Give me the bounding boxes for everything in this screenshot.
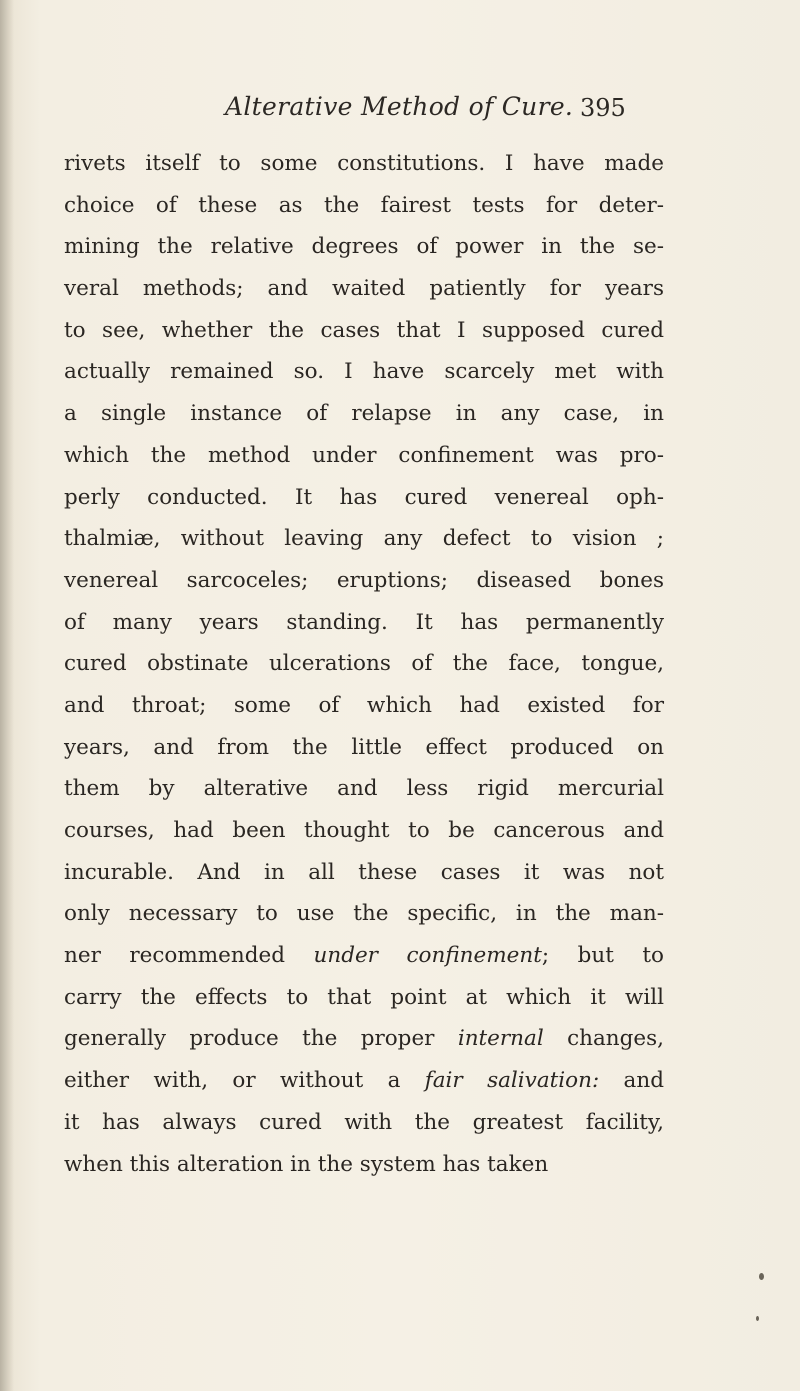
- text-segment: when this alteration in the system has taken: [64, 1151, 549, 1177]
- text-segment: mining the relative degrees of power in the se-: [64, 234, 664, 260]
- text-segment: a single instance of relapse in any case, in: [64, 401, 664, 427]
- text-line: [64, 685, 664, 727]
- text-line: [64, 727, 664, 769]
- text-segment: changes,: [543, 1026, 664, 1052]
- text-segment: thalmiæ, without leaving any defect to vision ;: [64, 526, 664, 552]
- text-line: [64, 810, 664, 852]
- text-line: [64, 310, 664, 352]
- text-segment: choice of these as the fairest tests for deter-: [64, 192, 664, 218]
- text-segment: ner recommended: [64, 943, 314, 969]
- text-line: [64, 602, 664, 644]
- text-segment: carry the effects to that point at which it will: [64, 984, 664, 1010]
- italic-phrase: fair salivation:: [424, 1068, 600, 1094]
- ink-speck: [756, 1316, 759, 1321]
- text-line: [64, 185, 664, 227]
- text-line: [64, 643, 664, 685]
- text-line: [64, 143, 664, 185]
- text-line: [64, 226, 664, 268]
- text-segment: years, and from the little effect produced on: [64, 734, 664, 760]
- text-line: [64, 852, 664, 894]
- text-line: [64, 935, 664, 977]
- text-segment: perly conducted. It has cured venereal oph-: [64, 484, 664, 510]
- text-segment: courses, had been thought to be cancerous and: [64, 818, 664, 843]
- text-segment: rivets itself to some constitutions. I have made: [64, 151, 664, 176]
- text-line: [64, 977, 664, 1019]
- text-line: [64, 1102, 664, 1144]
- text-segment: and: [599, 1068, 664, 1094]
- text-segment: cured obstinate ulcerations of the face, tongue,: [64, 651, 664, 677]
- text-segment: venereal sarcoceles; eruptions; diseased bones: [64, 567, 664, 593]
- text-line: [64, 768, 664, 810]
- text-segment: of many years standing. It has permanently: [64, 609, 664, 635]
- text-segment: generally produce the proper: [64, 1026, 458, 1052]
- text-segment: actually remained so. I have scarcely met with: [64, 359, 664, 385]
- text-line: [64, 268, 664, 310]
- page-binding-edge: [0, 0, 14, 1391]
- text-line: [64, 560, 664, 602]
- text-line: [64, 393, 664, 435]
- ink-speck: [759, 1273, 764, 1280]
- text-line: [64, 893, 664, 935]
- text-segment: and throat; some of which had existed for: [64, 692, 664, 718]
- text-line: [64, 1144, 594, 1186]
- text-segment: either with, or without a: [64, 1068, 425, 1094]
- italic-phrase: internal: [457, 1026, 544, 1052]
- text-line: [64, 518, 664, 560]
- text-segment: which the method under confinement was pro-: [64, 442, 664, 468]
- body-text: [64, 143, 664, 1185]
- text-segment: it has always cured with the greatest facility,: [64, 1109, 664, 1135]
- text-line: [64, 477, 664, 519]
- italic-phrase: under confinement: [313, 943, 542, 969]
- text-segment: incurable. And in all these cases it was not: [64, 859, 664, 885]
- text-segment: to see, whether the cases that I supposed cured: [64, 317, 664, 343]
- running-head: [0, 92, 800, 132]
- text-segment: veral methods; and waited patiently for years: [64, 276, 664, 302]
- page-number: 395: [580, 94, 626, 122]
- text-segment: ; but to: [541, 943, 664, 969]
- text-line: [64, 1018, 664, 1060]
- running-head-title: Alterative Method of Cure.: [225, 92, 574, 121]
- text-segment: only necessary to use the specific, in the man-: [64, 901, 664, 927]
- text-line: [64, 435, 664, 477]
- text-line: [64, 351, 664, 393]
- text-segment: them by alterative and less rigid mercurial: [64, 776, 664, 802]
- text-line: [64, 1060, 664, 1102]
